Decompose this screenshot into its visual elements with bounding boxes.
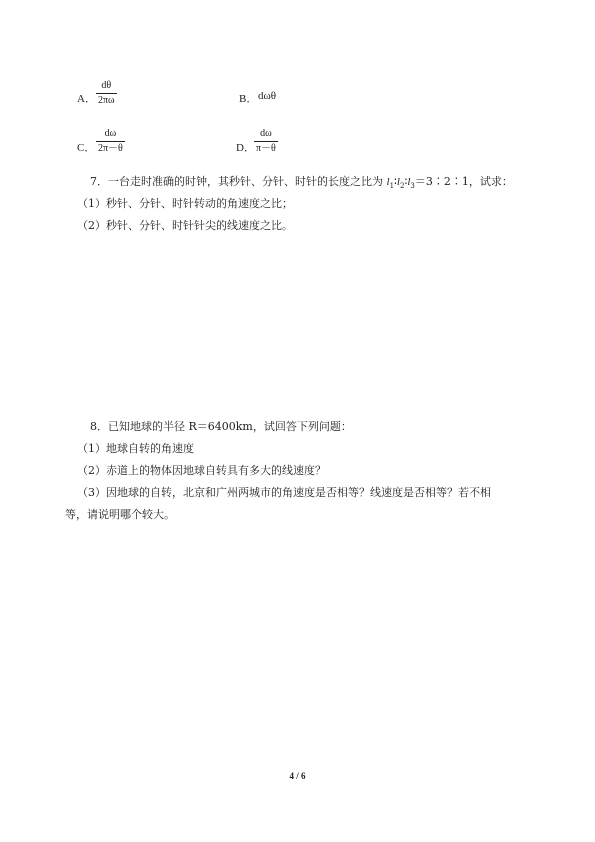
question-8-sub-2: （2）赤道上的物体因地球自转具有多大的线速度？ bbox=[77, 464, 326, 477]
option-a-fraction bbox=[96, 80, 117, 107]
option-d-fraction bbox=[254, 128, 278, 155]
option-d-numerator: dω bbox=[260, 128, 272, 139]
option-b-text: dωθ bbox=[258, 90, 277, 102]
ratio-sub-1: 1 bbox=[389, 182, 395, 191]
option-a-numerator: dθ bbox=[101, 80, 112, 91]
option-a-label: A． bbox=[77, 93, 96, 105]
ratio-colon-2: ∶ bbox=[404, 175, 408, 188]
ratio-sub-2: 2 bbox=[399, 182, 405, 191]
fraction-bar bbox=[96, 141, 125, 142]
ratio-colon-1: ∶ bbox=[394, 175, 397, 188]
page-number: 4 / 6 bbox=[289, 771, 306, 781]
question-7-stem-text: 7．一台走时准确的时钟，其秒针、分针、时针的长度之比为 bbox=[90, 175, 387, 188]
option-c-fraction bbox=[96, 128, 125, 155]
option-c-label: C． bbox=[77, 142, 96, 154]
question-8-stem: 8．已知地球的半径 R＝6400km，试回答下列问题： bbox=[90, 420, 352, 433]
question-7-sub-1: （1）秒针、分针、时针转动的角速度之比； bbox=[77, 197, 293, 210]
option-d-denominator: π－θ bbox=[256, 143, 276, 154]
option-a-denominator: 2πω bbox=[98, 95, 115, 106]
ratio-l1: l bbox=[386, 176, 390, 188]
question-8-sub-1: （1）地球自转的角速度 bbox=[77, 442, 194, 455]
question-7-stem-end: ＝3∶2∶1，试求： bbox=[414, 175, 513, 188]
ratio-l3: l bbox=[407, 176, 411, 188]
question-8-sub-3-line-2: 等，请说明哪个较大。 bbox=[65, 508, 175, 521]
question-8-sub-3-line-1: （3）因地球的自转，北京和广州两城市的角速度是否相等？线速度是否相等？若不相 bbox=[77, 486, 491, 499]
question-7-stem bbox=[90, 175, 513, 193]
question-7-sub-2: （2）秒针、分针、时针针尖的线速度之比。 bbox=[77, 219, 293, 232]
option-b-label: B． bbox=[239, 93, 258, 105]
option-c-numerator: dω bbox=[104, 128, 117, 139]
option-c-denominator: 2π－θ bbox=[98, 143, 123, 154]
ratio-l2: l bbox=[396, 176, 400, 188]
ratio-sub-3: 3 bbox=[410, 182, 415, 191]
option-d-label: D． bbox=[236, 142, 255, 154]
fraction-bar bbox=[96, 93, 117, 94]
fraction-bar bbox=[254, 141, 278, 142]
